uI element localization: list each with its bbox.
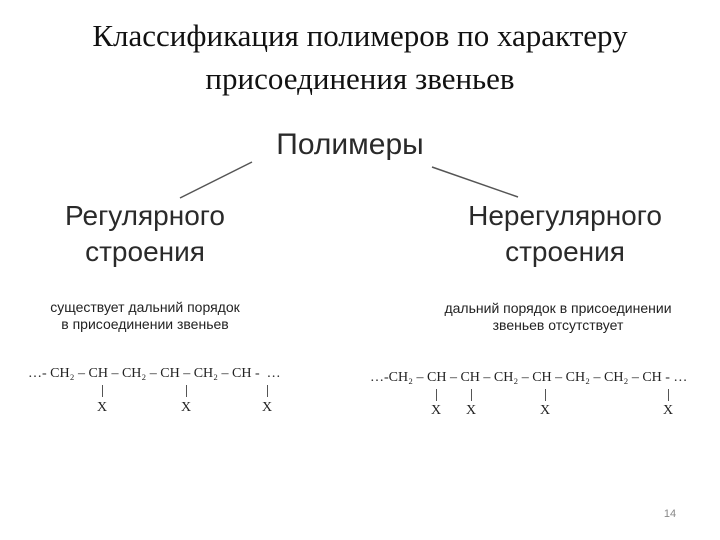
desc-regular-line1: существует дальний порядок [50,299,240,315]
bond-tick [471,389,472,401]
substituent-x: X [261,400,273,415]
connector-right [432,167,518,197]
substituent-x: X [539,403,551,418]
bond-tick [545,389,546,401]
branch-irregular [430,198,700,270]
slide-title-line2: присоединения звеньев [205,61,515,96]
desc-irregular-line2: звеньев отсутствует [492,317,624,333]
desc-regular [20,299,270,333]
bond-tick [267,385,268,397]
substituent-x: X [662,403,674,418]
formula-regular: …- CH₂ – CH – CH₂ – CH – CH₂ – CH - … [28,366,281,381]
desc-irregular [408,300,708,334]
slide-title-line1: Классификация полимеров по характеру [92,18,628,53]
substituent-x: X [430,403,442,418]
bond-tick [668,389,669,401]
branch-irregular-line1: Нерегулярного [468,200,662,231]
bond-tick [186,385,187,397]
page-number: 14 [663,508,677,520]
branch-regular-line2: строения [85,236,205,267]
branch-irregular-line2: строения [505,236,625,267]
desc-regular-line2: в присоединении звеньев [61,316,229,332]
desc-irregular-line1: дальний порядок в присоединении [444,300,672,316]
bond-tick [102,385,103,397]
bond-tick [436,389,437,401]
formula-irregular: …-CH₂ – CH – CH – CH₂ – CH – CH₂ – CH₂ – CH - … [370,370,688,385]
branch-regular-line1: Регулярного [65,200,225,231]
substituent-x: X [180,400,192,415]
branch-regular [30,198,260,270]
substituent-x: X [96,400,108,415]
root-node-polymers: Полимеры [276,128,424,161]
connector-left [180,162,252,198]
substituent-x: X [465,403,477,418]
